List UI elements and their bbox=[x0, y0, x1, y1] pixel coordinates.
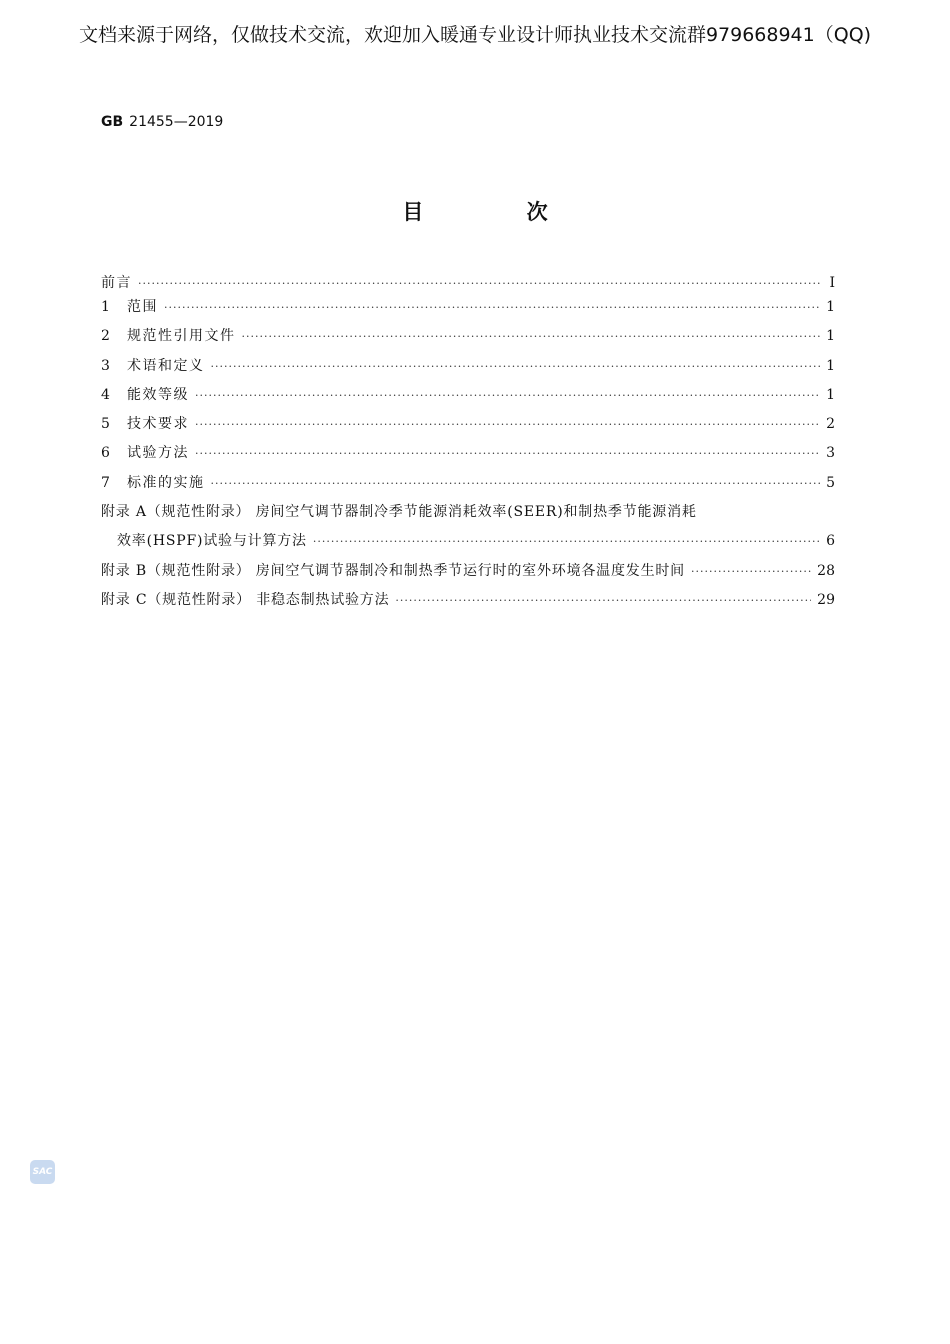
toc-label: 效率(HSPF)试验与计算方法 bbox=[117, 533, 307, 550]
leader-dots bbox=[164, 301, 820, 314]
toc-entry[interactable] bbox=[101, 296, 835, 325]
toc-label: 标准的实施 bbox=[127, 474, 205, 491]
toc-annex-a[interactable] bbox=[101, 501, 835, 530]
page-title: 目 次 bbox=[402, 200, 596, 224]
leader-dots bbox=[242, 330, 821, 343]
toc-page: 1 bbox=[826, 299, 835, 315]
toc-entry[interactable] bbox=[101, 384, 835, 413]
toc-entry[interactable] bbox=[101, 472, 835, 501]
leader-dots bbox=[195, 447, 820, 460]
source-watermark: 文档来源于网络，仅做技术交流，欢迎加入暖通专业设计师执业技术交流群979668941（QQ) bbox=[78, 24, 872, 46]
toc-page: 28 bbox=[817, 562, 835, 579]
toc-entry[interactable] bbox=[101, 325, 835, 354]
toc-label: 规范性引用文件 bbox=[127, 328, 236, 345]
toc-label: 能效等级 bbox=[127, 386, 189, 403]
toc-number: 7 bbox=[101, 474, 110, 491]
standard-prefix: GB bbox=[101, 114, 124, 130]
toc-annex-a-continued[interactable] bbox=[101, 530, 835, 559]
toc-number: 3 bbox=[101, 357, 110, 374]
leader-dots bbox=[313, 535, 820, 548]
toc-annex-c[interactable] bbox=[101, 589, 835, 618]
toc-entry[interactable] bbox=[101, 355, 835, 384]
leader-dots bbox=[395, 594, 811, 607]
leader-dots bbox=[195, 389, 820, 402]
toc-label: 技术要求 bbox=[127, 416, 189, 433]
toc-number: 4 bbox=[101, 386, 110, 403]
toc-page: 1 bbox=[826, 386, 835, 403]
toc-page: 3 bbox=[826, 445, 835, 462]
toc-annex-b[interactable] bbox=[101, 560, 835, 589]
toc-page: 1 bbox=[826, 328, 835, 345]
table-of-contents bbox=[101, 272, 835, 618]
toc-label: 附录 C（规范性附录） 非稳态制热试验方法 bbox=[101, 591, 390, 608]
toc-entry[interactable] bbox=[101, 413, 835, 442]
leader-dots bbox=[211, 477, 821, 490]
toc-entry-foreword[interactable] bbox=[101, 272, 835, 296]
toc-page: 5 bbox=[826, 474, 835, 491]
toc-number: 1 bbox=[101, 299, 110, 315]
standard-code bbox=[101, 114, 223, 130]
toc-number: 6 bbox=[101, 445, 110, 462]
leader-dots bbox=[211, 360, 821, 373]
toc-label: 前言 bbox=[101, 275, 132, 291]
toc-entry[interactable] bbox=[101, 442, 835, 471]
toc-label: 范围 bbox=[127, 299, 158, 315]
toc-number: 5 bbox=[101, 416, 110, 433]
leader-dots bbox=[138, 277, 821, 290]
toc-page: 29 bbox=[817, 591, 835, 608]
toc-label: 术语和定义 bbox=[127, 357, 205, 374]
toc-number: 2 bbox=[101, 328, 110, 345]
standard-number: 21455—2019 bbox=[129, 114, 224, 130]
toc-page: 6 bbox=[826, 533, 835, 550]
toc-label: 附录 B（规范性附录） 房间空气调节器制冷和制热季节运行时的室外环境各温度发生时间 bbox=[101, 562, 685, 579]
sac-logo bbox=[30, 1160, 55, 1184]
toc-page: I bbox=[829, 275, 835, 291]
toc-page: 2 bbox=[826, 416, 835, 433]
toc-label: 附录 A（规范性附录） 房间空气调节器制冷季节能源消耗效率(SEER)和制热季节能源消耗 bbox=[101, 504, 697, 521]
leader-dots bbox=[691, 565, 811, 578]
toc-page: 1 bbox=[826, 357, 835, 374]
logo-text: SAC bbox=[32, 1167, 53, 1177]
leader-dots bbox=[195, 418, 820, 431]
toc-label: 试验方法 bbox=[127, 445, 189, 462]
